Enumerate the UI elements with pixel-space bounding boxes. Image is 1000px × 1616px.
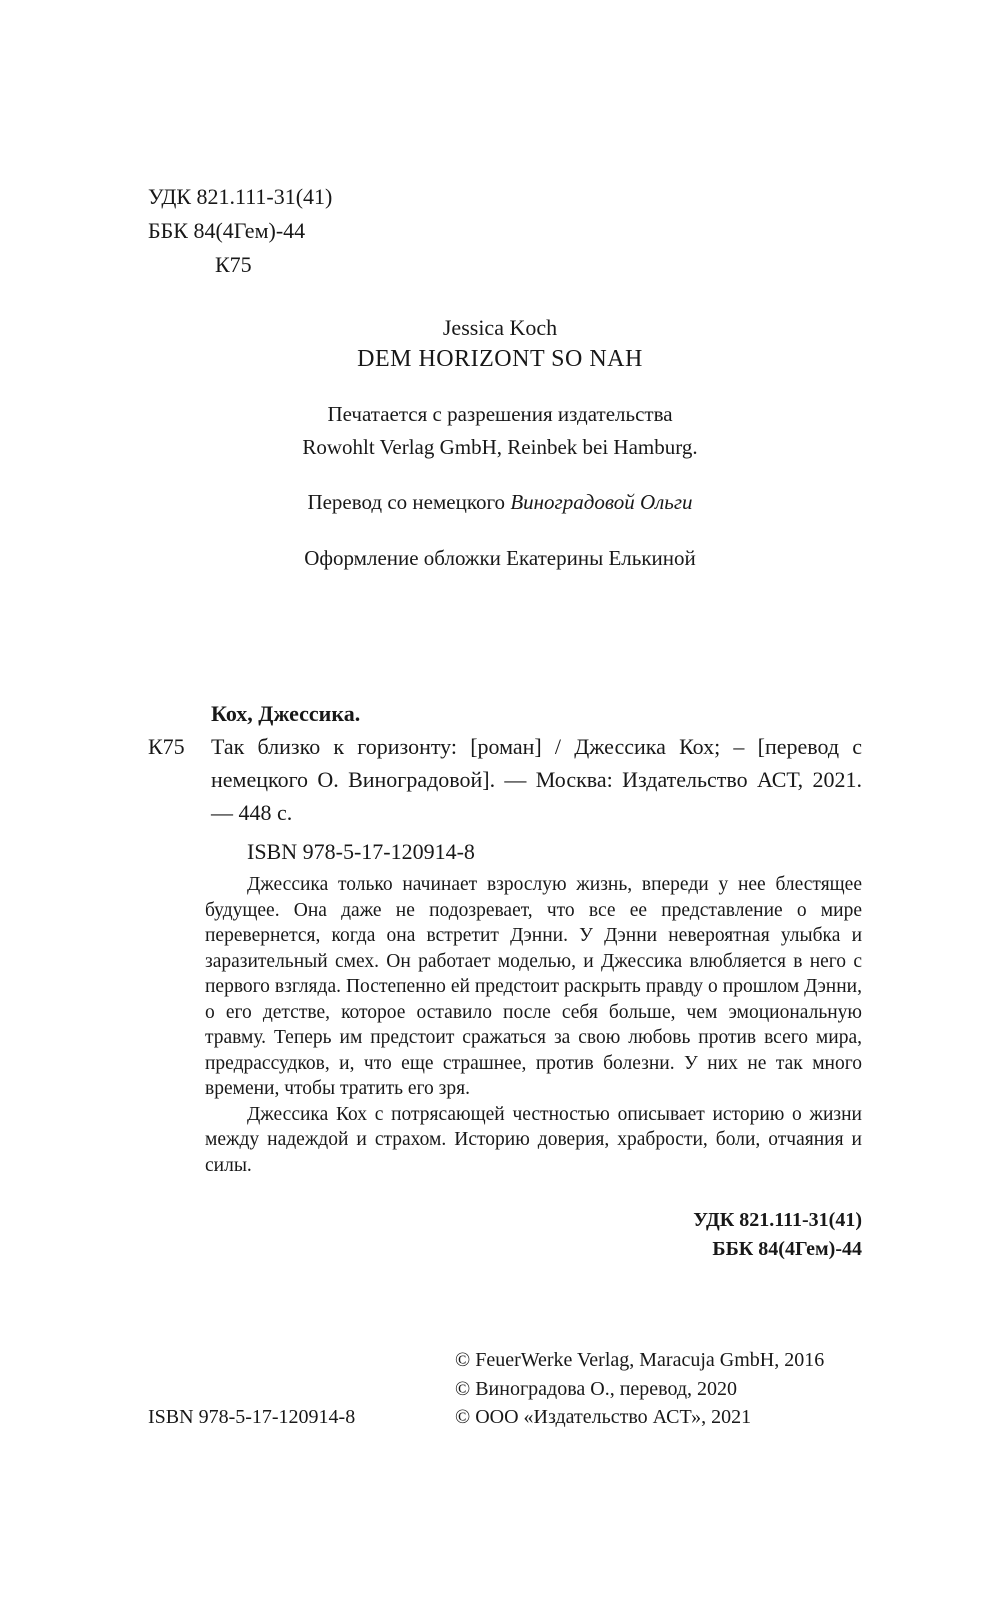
translation-prefix: Перевод со немецкого — [307, 490, 511, 514]
translation-credit — [0, 487, 1000, 517]
cover-design-credit: Оформление обложки Екатерины Елькиной — [304, 546, 696, 570]
copyright-block — [455, 1346, 824, 1432]
author-sign-top: К75 — [215, 252, 252, 277]
bbk-code-top: ББК 84(4Гем)-44 — [148, 218, 306, 243]
permission-block — [0, 398, 1000, 464]
permission-line-1: Печатается с разрешения издательства — [327, 402, 673, 426]
top-codes-block — [148, 180, 332, 282]
catalog-entry-row — [148, 730, 862, 829]
udk-code-top: УДК 821.111-31(41) — [148, 184, 333, 209]
original-edition-block — [0, 312, 1000, 375]
original-title: DEM HORIZONT SO NAH — [357, 346, 643, 372]
copyright-line-translator: © Виноградова О., перевод, 2020 — [455, 1377, 738, 1400]
catalog-entry-text: Так близко к горизонту: [роман] / Джессика Кох; – [перевод с немецкого О. Виноградовой]. — Москва: Издательство АСТ, 2021. — 448 с. — [211, 734, 862, 825]
annotation-paragraph-2: Джессика Кох с потрясающей честностью описывает историю о жизни между надеждой и страхом. Историю доверия, храбрости, боли, отчаяния и силы. — [205, 1103, 862, 1176]
isbn-bottom: ISBN 978-5-17-120914-8 — [148, 1406, 356, 1428]
original-author: Jessica Koch — [442, 315, 558, 340]
catalog-author-sign: К75 — [148, 734, 185, 759]
copyright-line-publisher-ru: © ООО «Издательство АСТ», 2021 — [455, 1406, 752, 1428]
bbk-code-bottom: ББК 84(4Гем)-44 — [712, 1238, 862, 1260]
translator-name: Виноградовой Ольги — [510, 490, 693, 514]
catalog-isbn: ISBN 978-5-17-120914-8 — [247, 839, 475, 864]
permission-line-2: Rowohlt Verlag GmbH, Reinbek bei Hamburg. — [302, 435, 698, 459]
annotation-paragraph-1: Джессика только начинает взрослую жизнь, впереди у нее блестящее будущее. Она даже не подозревает, что все ее представление о мире перевернется, когда она встретит Дэнни. У Дэнни невероятная улыбка и заразительный смех. Он работает моделью, и Джессика влюбляется в него с первого взгляда. Постепенно ей предстоит раскрыть правду о прошлом Дэнни, о его детстве, которое оставило после себя больше, чем эмоциональную травму. Теперь им предстоит сражаться за свою любовь против всего мира, предрассудков, и, что еще страшнее, против болезни. У них не так много времени, чтобы тратить его зря. — [205, 874, 862, 1099]
right-codes-block — [148, 1206, 862, 1264]
catalog-card — [148, 697, 862, 868]
annotation-block — [205, 872, 862, 1178]
catalog-author: Кох, Джессика. — [211, 701, 361, 726]
copyright-line-publisher-original: © FeuerWerke Verlag, Maracuja GmbH, 2016 — [455, 1349, 825, 1371]
udk-code-bottom: УДК 821.111-31(41) — [693, 1209, 862, 1231]
